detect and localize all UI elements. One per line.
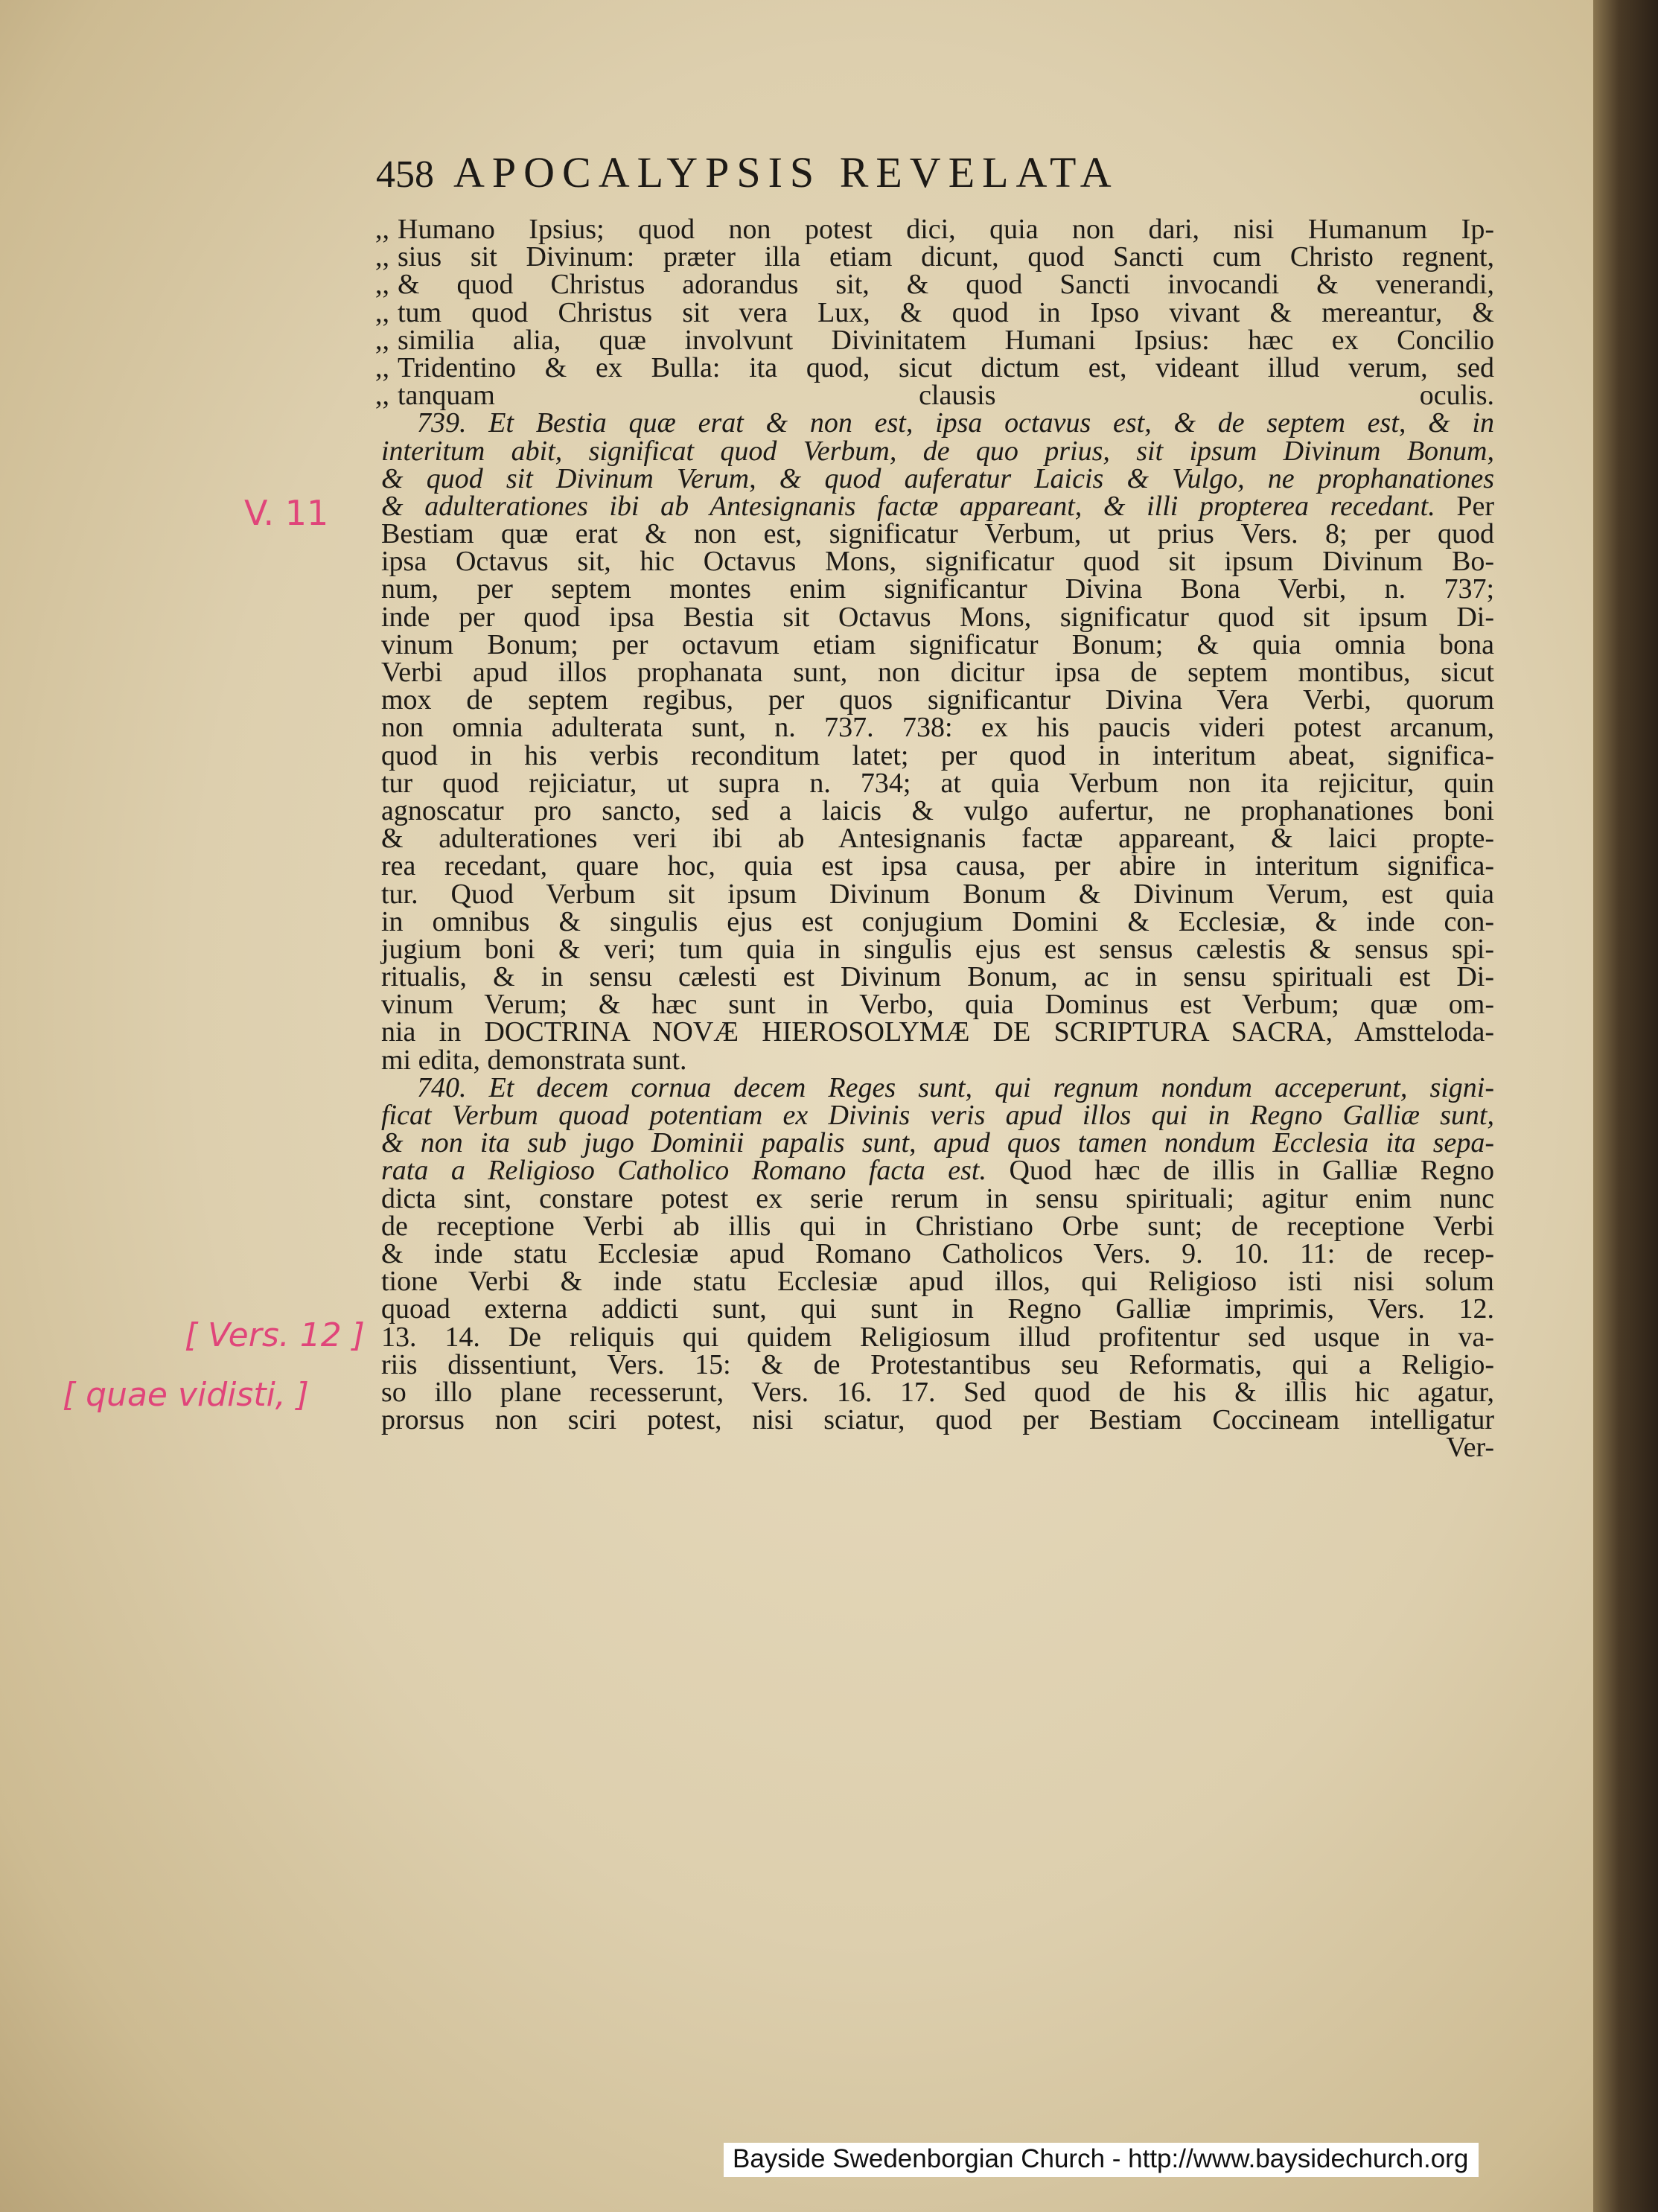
text-line [381,1044,1494,1076]
roman-text: tanquam clausis oculis. [398,380,1494,412]
roman-text: agnoscatur pro sancto, sed a laicis & vulgo aufertur, ne prophanationes boni [381,794,1494,826]
text-line [381,714,1494,742]
text-line [381,1182,1494,1214]
text-line [381,878,1494,910]
roman-text: mi edita, demonstrata sunt. [381,1044,687,1076]
italic-text: interitum abit, significat quod Verbum, de quo prius, sit ipsum Divinum Bonum, [381,435,1494,467]
text-line [381,520,1494,548]
paragraph-lead: 740. Et decem cornua decem Reges sunt, qui regnum nondum acceperunt, signi- [417,1071,1494,1103]
text-line [381,1348,1494,1380]
annotation-verse-11: V. 11 [244,493,329,533]
roman-text: tum quod Christus sit vera Lux, & quod in Ipso vivant & mereantur, & [398,296,1494,328]
roman-text: num, per septem montes enim significantur Divina Bona Verbi, n. 737; [381,573,1494,605]
paragraph-lead: 739. Et Bestia quæ erat & non est, ipsa octavus est, & de septem est, & in [417,407,1494,439]
roman-text: sius sit Divinum: præter illa etiam dicunt, quod Sancti cum Christo regnent, [398,241,1494,273]
text-line [381,1376,1494,1408]
roman-text: & adulterationes veri ibi ab Antesignanis factæ appareant, & laici propte- [381,823,1494,855]
text-line [381,548,1494,576]
roman-text: Bestiam quæ erat & non est, significatur Verbum, ut prius Vers. 8; per quod [381,518,1494,550]
text-line [375,324,1494,356]
roman-text: ritualis, & in sensu cælesti est Divinum Bonum, ac in sensu spirituali est Di- [381,961,1494,993]
roman-text: & inde statu Ecclesiæ apud Romano Catholicos Vers. 9. 10. 11: de recep- [381,1237,1494,1269]
text-line [381,991,1494,1019]
roman-text: riis dissentiunt, Vers. 15: & de Protestantibus seu Reformatis, qui a Religio- [381,1348,1494,1380]
roman-text: tione Verbi & inde statu Ecclesiæ apud illos, qui Religioso isti nisi solum [381,1266,1494,1298]
roman-text: rea recedant, quare hoc, quia est ipsa causa, per abire in interitum significa- [381,850,1494,882]
text-line [381,1295,1494,1323]
roman-text: mox de septem regibus, per quos significantur Divina Vera Verbi, quorum [381,684,1494,716]
quote-mark: ,, [375,241,389,273]
quote-mark: ,, [375,324,389,356]
roman-text: 13. 14. De reliquis qui quidem Religiosum illud profitentur sed usque in va- [381,1321,1494,1353]
text-line [381,1071,1494,1103]
text-line [381,794,1494,826]
quote-mark: ,, [375,351,389,383]
roman-text: Ver- [1446,1432,1494,1464]
text-line [381,1266,1494,1298]
book-gutter [1593,0,1658,2212]
text-line [375,241,1494,273]
text-line [381,823,1494,855]
text-line [381,1016,1494,1048]
text-line [375,380,1494,412]
running-title: APOCALYPSIS REVELATA [453,148,1119,197]
roman-text: non omnia adulterata sunt, n. 737. 738: ex his paucis videri potest arcanum, [381,712,1494,744]
text-line [381,767,1494,799]
annotation-verse-12: [ Vers. 12 ] [185,1316,365,1354]
text-line [375,269,1494,301]
quote-mark: ,, [375,380,389,412]
text-line [381,601,1494,633]
roman-text: jugium boni & veri; tum quia in singulis ejus est sensus cælestis & sensus spi- [381,933,1494,965]
text-line [381,490,1494,522]
quote-mark: ,, [375,269,389,301]
text-line [381,1434,1494,1462]
text-line [381,435,1494,467]
text-line [381,1237,1494,1269]
text-line [381,686,1494,714]
roman-text: Humano Ipsius; quod non potest dici, quia non dari, nisi Humanum Ip- [398,214,1494,245]
italic-text: & adulterationes ibi ab Antesignanis factæ appareant, & illi propterea recedant. [381,490,1435,522]
text-line [381,1406,1494,1434]
roman-text: quoad externa addicti sunt, qui sunt in Regno Galliæ imprimis, Vers. 12. [381,1293,1494,1325]
roman-text: Verbi apud illos prophanata sunt, non dicitur ipsa de septem montibus, sicut [381,657,1494,688]
text-line [381,1157,1494,1185]
roman-text: similia alia, quæ involvunt Divinitatem Humani Ipsius: hæc ex Concilio [398,324,1494,356]
text-line [381,852,1494,880]
text-line [381,1129,1494,1157]
roman-text: tur quod rejiciatur, ut supra n. 734; at quia Verbum non ita rejicitur, quin [381,767,1494,799]
roman-text: ipsa Octavus sit, hic Octavus Mons, significatur quod sit ipsum Divinum Bo- [381,546,1494,578]
body-text [375,214,1494,1464]
text-line [381,1210,1494,1242]
text-line [381,659,1494,686]
text-line [381,409,1494,437]
text-line [381,1321,1494,1353]
roman-text: vinum Bonum; per octavum etiam significatur Bonum; & quia omnia bona [381,628,1494,660]
text-line [381,462,1494,494]
page-number: 458 [376,153,434,196]
roman-text: de receptione Verbi ab illis qui in Christiano Orbe sunt; de receptione Verbi [381,1210,1494,1242]
quote-mark: ,, [375,214,389,245]
roman-text: prorsus non sciri potest, nisi sciatur, quod per Bestiam Coccineam intelligatur [381,1404,1494,1436]
roman-text: inde per quod ipsa Bestia sit Octavus Mons, significatur quod sit ipsum Di- [381,601,1494,633]
annotation-quae-vidisti: [ quae vidisti, ] [63,1376,309,1414]
text-line [381,628,1494,660]
italic-text: & non ita sub jugo Dominii papalis sunt, apud quos tamen nondum Ecclesia ita sepa- [381,1127,1494,1159]
roman-text: nia in DOCTRINA NOVÆ HIEROSOLYMÆ DE SCRIPTURA SACRA, Amstteloda- [381,1016,1494,1048]
italic-text: rata a Religioso Catholico Romano facta est. [381,1155,986,1187]
roman-text: in omnibus & singulis ejus est conjugium Domini & Ecclesiæ, & inde con- [381,905,1494,937]
roman-text: & quod Christus adorandus sit, & quod Sancti invocandi & venerandi, [398,269,1494,301]
text-line [381,933,1494,965]
italic-text: ficat Verbum quoad potentiam ex Divinis veris apud illos qui in Regno Galliæ sunt, [381,1100,1494,1131]
text-line [381,573,1494,605]
roman-text: Per [1435,490,1494,522]
credit-watermark: Bayside Swedenborgian Church - http://www.baysidechurch.org [724,2143,1479,2177]
text-line [375,296,1494,328]
roman-text: vinum Verum; & hæc sunt in Verbo, quia Dominus est Verbum; quæ om- [381,989,1494,1021]
text-line [375,351,1494,383]
page-header [376,147,1426,197]
roman-text: quod in his verbis reconditum latet; per quod in interitum abeat, significa- [381,739,1494,771]
text-line [375,214,1494,245]
text-line [381,905,1494,937]
roman-text: dicta sint, constare potest ex serie rerum in sensu spirituali; agitur enim nunc [381,1182,1494,1214]
roman-text: Quod hæc de illis in Galliæ Regno [986,1155,1494,1187]
text-line [381,963,1494,991]
roman-text: so illo plane recesserunt, Vers. 16. 17. Sed quod de his & illis hic agatur, [381,1376,1494,1408]
roman-text: Tridentino & ex Bulla: ita quod, sicut dictum est, videant illud verum, sed [398,351,1494,383]
quote-mark: ,, [375,296,389,328]
roman-text: tur. Quod Verbum sit ipsum Divinum Bonum & Divinum Verum, est quia [381,878,1494,910]
italic-text: & quod sit Divinum Verum, & quod auferatur Laicis & Vulgo, ne prophanationes [381,462,1494,494]
text-line [381,739,1494,771]
text-line [381,1102,1494,1129]
